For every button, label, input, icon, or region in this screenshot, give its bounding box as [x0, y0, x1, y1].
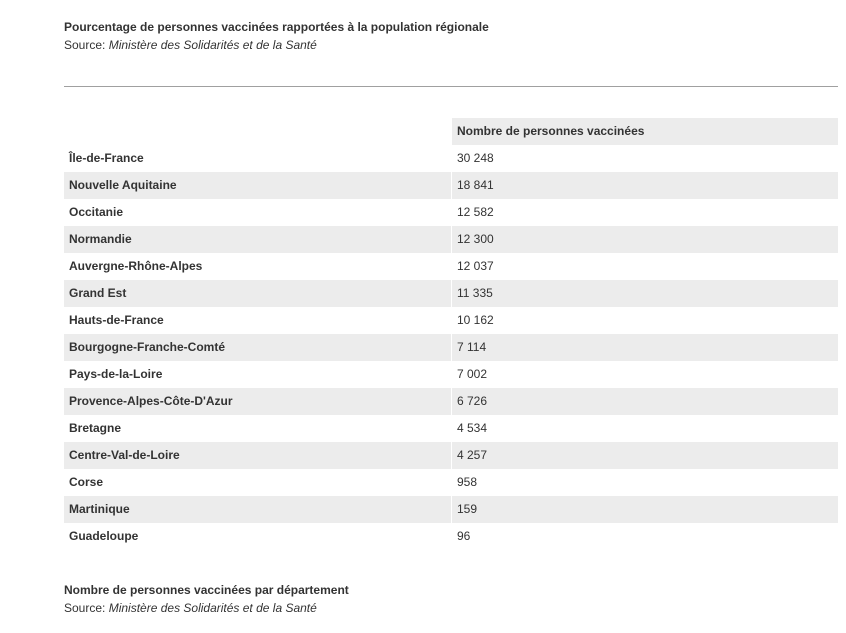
table-body: [64, 145, 838, 550]
table-row: [64, 172, 838, 199]
region-name-cell: Martinique: [64, 496, 451, 523]
top-caption-source: [64, 36, 764, 54]
top-caption-title: Pourcentage de personnes vaccinées rapportées à la population régionale: [64, 20, 489, 34]
section-divider: [64, 86, 838, 87]
vaccinated-count-cell: 958: [452, 469, 838, 496]
table-row: [64, 334, 838, 361]
region-name-cell: Guadeloupe: [64, 523, 451, 550]
region-name-cell: Provence-Alpes-Côte-D'Azur: [64, 388, 451, 415]
vaccinated-count-cell: 4 257: [452, 442, 838, 469]
vaccinated-count-cell: 7 114: [452, 334, 838, 361]
table-row: [64, 253, 838, 280]
vaccinated-count-cell: 4 534: [452, 415, 838, 442]
top-caption-source-prefix: Source:: [64, 38, 109, 52]
region-name-cell: Pays-de-la-Loire: [64, 361, 451, 388]
region-name-cell: Centre-Val-de-Loire: [64, 442, 451, 469]
vaccinated-count-cell: 96: [452, 523, 838, 550]
table-row: [64, 361, 838, 388]
region-name-cell: Île-de-France: [64, 145, 451, 172]
value-column-header: Nombre de personnes vaccinées: [452, 118, 838, 145]
vaccinated-count-cell: 30 248: [452, 145, 838, 172]
vaccinated-count-cell: 12 300: [452, 226, 838, 253]
vaccinated-count-cell: 159: [452, 496, 838, 523]
top-caption-source-name: Ministère des Solidarités et de la Santé: [108, 38, 317, 52]
table-row: [64, 199, 838, 226]
table-row: [64, 496, 838, 523]
region-name-cell: Auvergne-Rhône-Alpes: [64, 253, 451, 280]
vaccination-table: [64, 118, 838, 550]
region-name-cell: Grand Est: [64, 280, 451, 307]
bottom-caption-source-prefix: Source:: [64, 601, 109, 615]
region-name-cell: Bretagne: [64, 415, 451, 442]
table-row: [64, 307, 838, 334]
region-name-cell: Bourgogne-Franche-Comté: [64, 334, 451, 361]
table-row: [64, 226, 838, 253]
region-name-cell: Occitanie: [64, 199, 451, 226]
vaccinated-count-cell: 18 841: [452, 172, 838, 199]
vaccinated-count-cell: 12 037: [452, 253, 838, 280]
vaccinated-count-cell: 7 002: [452, 361, 838, 388]
table-row: [64, 145, 838, 172]
region-name-cell: Normandie: [64, 226, 451, 253]
table-row: [64, 523, 838, 550]
table-row: [64, 469, 838, 496]
bottom-caption-source: [64, 599, 764, 617]
table-row: [64, 442, 838, 469]
bottom-caption-title: Nombre de personnes vaccinées par département: [64, 583, 349, 597]
region-column-header: [64, 118, 451, 145]
region-name-cell: Hauts-de-France: [64, 307, 451, 334]
vaccinated-count-cell: 11 335: [452, 280, 838, 307]
bottom-caption-source-name: Ministère des Solidarités et de la Santé: [108, 601, 317, 615]
vaccinated-count-cell: 10 162: [452, 307, 838, 334]
table-row: [64, 415, 838, 442]
region-name-cell: Nouvelle Aquitaine: [64, 172, 451, 199]
table-row: [64, 388, 838, 415]
top-caption: [64, 18, 764, 54]
region-name-cell: Corse: [64, 469, 451, 496]
bottom-caption: [64, 581, 764, 617]
table-row: [64, 280, 838, 307]
vaccinated-count-cell: 6 726: [452, 388, 838, 415]
vaccinated-count-cell: 12 582: [452, 199, 838, 226]
table-header-row: [64, 118, 838, 145]
